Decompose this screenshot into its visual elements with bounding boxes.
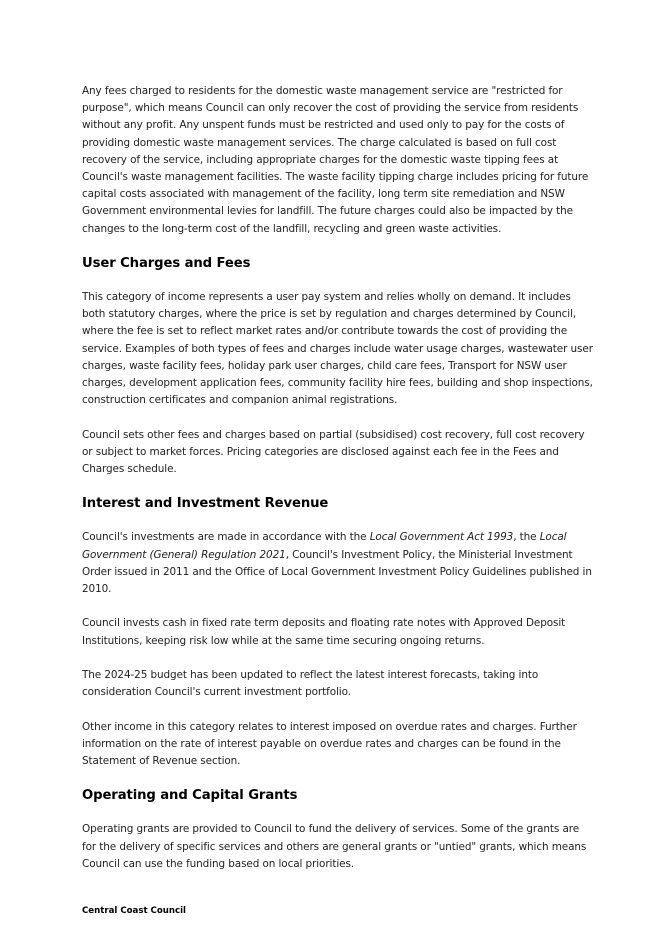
paragraph-domestic-waste-fees: Any fees charged to residents for the domestic waste management service are "restricted for purpose", which means Council can only recover the cost of providing the service from residents without any profit. Any unspent funds must be restricted and used only to pay for the costs of providing domestic waste management services. The charge calculated is based on full cost recovery of the service, including appropriate charges for the domestic waste tipping fees at Council's waste management facilities. The waste facility tipping charge includes pricing for future capital costs associated with management of the facility, long term site remediation and NSW Government environmental levies for landfill. The future charges could also be impacted by the changes to the long-term cost of the landfill, recycling and green waste activities. <box>82 85 589 235</box>
paragraph-user-charges-description: This category of income represents a user pay system and relies wholly on demand. It includes both statutory charges, where the price is set by regulation and charges determined by Council, where the fee is set to reflect market rates and/or contribute towards the cost of providing the service. Examples of both types of fees and charges include water usage charges, wastewater user charges, waste facility fees, holiday park user charges, child care fees, Transport for NSW user charges, development application fees, community facility hire fees, building and shop inspections, construction certificates and companion animal registrations. <box>82 291 593 407</box>
heading-interest-and-investment-revenue: Interest and Investment Revenue <box>82 496 329 512</box>
act-title: Local Government Act 1993 <box>369 531 514 544</box>
heading-user-charges-and-fees: User Charges and Fees <box>82 256 251 272</box>
investment-text-part: Council's investments are made in accordance with the <box>82 531 370 544</box>
regulation-title: Local Government (General) Regulation 2021 <box>82 531 567 561</box>
paragraph-overdue-interest: Other income in this category relates to interest imposed on overdue rates and charges. Further information on the rate of interest payable on overdue rates and charges can be found in the Statement of Revenue section. <box>82 720 577 768</box>
footer-organisation-name: Central Coast Council <box>82 906 186 916</box>
paragraph-investment-policy <box>82 529 594 598</box>
heading-operating-and-capital-grants: Operating and Capital Grants <box>82 788 298 804</box>
paragraph-cash-investments: Council invests cash in fixed rate term deposits and floating rate notes with Approved Deposit Institutions, keeping risk low while at the same time securing ongoing returns. <box>82 617 566 647</box>
paragraph-operating-grants: Operating grants are provided to Council to fund the delivery of services. Some of the grants are for the delivery of specific services and others are general grants or "untied" grants, which means Council can use the funding based on local priorities. <box>82 823 587 870</box>
investment-text-part: , the <box>513 531 540 544</box>
paragraph-other-fees-and-charges: Council sets other fees and charges based on partial (subsidised) cost recovery, full cost recovery or subject to market forces. Pricing categories are disclosed against each fee in the Fees and Charges schedule. <box>82 428 585 476</box>
paragraph-budget-interest-forecast: The 2024-25 budget has been updated to reflect the latest interest forecasts, taking into consideration Council's current investment portfolio. <box>82 669 539 699</box>
document-body <box>82 83 594 890</box>
investment-text-part: , Council's Investment Policy, the Ministerial Investment Order issued in 2011 and the Office of Local Government Investment Policy Guidelines published in 2010. <box>82 548 592 596</box>
